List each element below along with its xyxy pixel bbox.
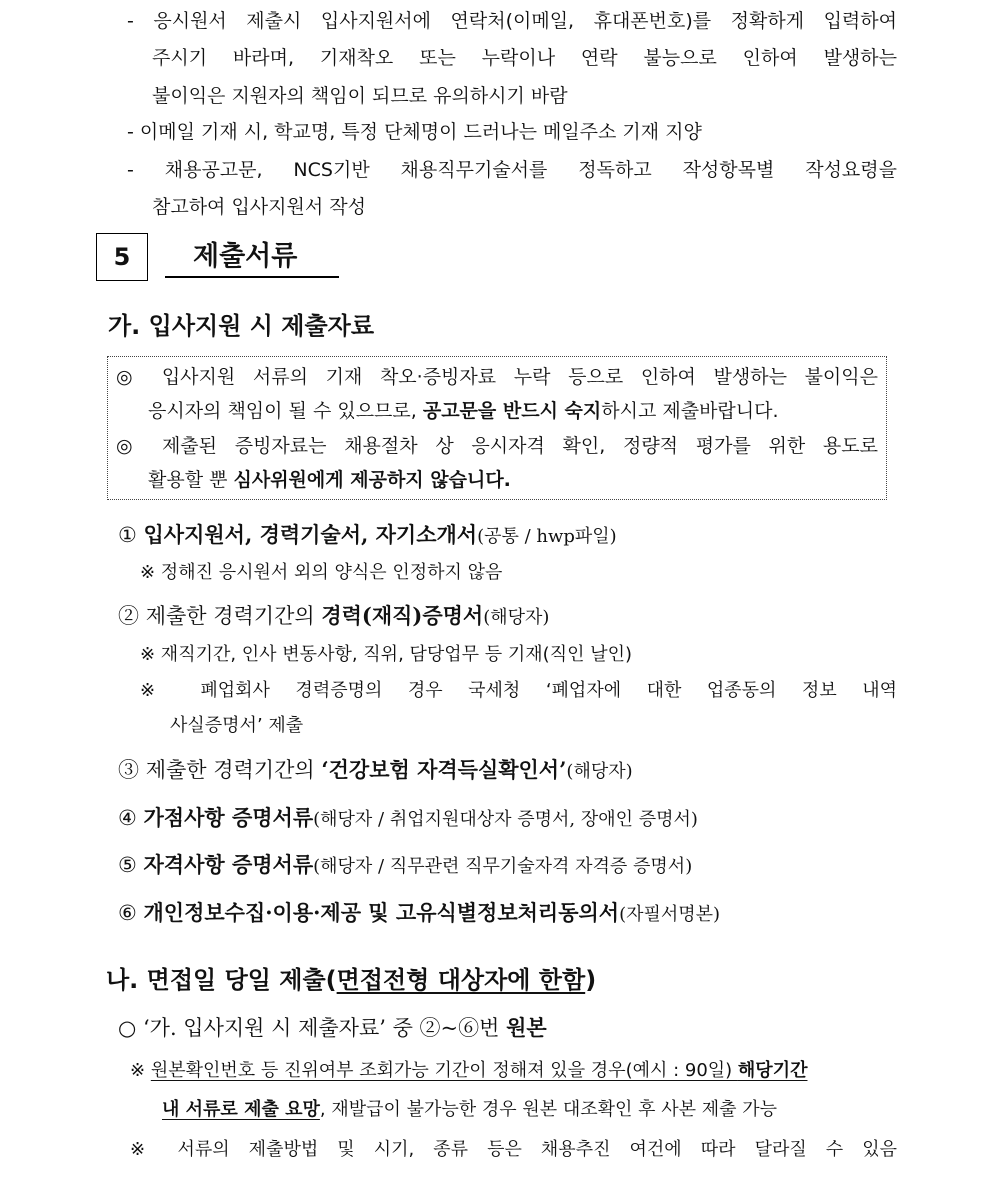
emphasis: 공고문을 반드시 숙지 xyxy=(422,400,602,422)
bullet-line xyxy=(118,1015,547,1041)
text: , 재발급이 불가능한 경우 원본 대조확인 후 사본 제출 가능 xyxy=(319,1099,778,1120)
notice-line xyxy=(148,467,511,493)
underlined-text: 원본확인번호 등 진위여부 조회가능 기간이 정해져 있을 경우(예시 : 90일) xyxy=(150,1060,738,1081)
note-line: ※ 서류의 제출방법 및 시기, 종류 등은 채용추진 여건에 따라 달라질 수 있음 xyxy=(130,1139,897,1160)
note-line xyxy=(130,1058,900,1084)
section-title: 제출서류 xyxy=(165,236,339,278)
subsection-a-heading: 가. 입사지원 시 제출자료 xyxy=(108,312,375,340)
item-number: ⑤ xyxy=(118,853,137,877)
paren: ) xyxy=(585,966,597,994)
item-number: ① xyxy=(118,523,137,547)
notice-line xyxy=(148,398,779,424)
text: 응시자의 책임이 될 수 있으므로, xyxy=(148,400,423,422)
note-line: - 채용공고문, NCS기반 채용직무기술서를 정독하고 작성항목별 작성요령을 xyxy=(127,159,897,181)
text: 제출한 경력기간의 xyxy=(145,604,322,628)
heading-text: 나. 면접일 당일 제출 xyxy=(106,966,326,994)
emphasis: 내 서류로 제출 요망 xyxy=(162,1099,320,1120)
item-title: 입사지원서, 경력기술서, 자기소개서 xyxy=(143,522,478,547)
item-note-line: ※ 정해진 응시원서 외의 양식은 인정하지 않음 xyxy=(140,562,503,583)
document-item xyxy=(118,522,617,550)
document-item xyxy=(118,900,720,928)
item-title: 자격사항 증명서류 xyxy=(143,852,314,877)
item-number: ④ xyxy=(118,806,137,830)
text: ○ ‘가. 입사지원 시 제출자료’ 중 ②~⑥번 xyxy=(118,1016,507,1040)
document-item xyxy=(118,757,633,785)
note-mark: ※ xyxy=(130,1060,146,1081)
emphasis: 원본 xyxy=(506,1015,547,1040)
item-note-line: ※ 폐업회사 경력증명의 경우 국세청 ‘폐업자에 대한 업종동의 정보 내역 xyxy=(140,680,897,701)
text: 하시고 제출바랍니다. xyxy=(601,400,779,422)
item-note-line: 사실증명서’ 제출 xyxy=(170,715,304,736)
section-number: 5 xyxy=(96,233,148,281)
note-line: 참고하여 입사지원서 작성 xyxy=(152,196,366,218)
document-item xyxy=(118,805,698,833)
note-line: - 이메일 기재 시, 학교명, 특정 단체명이 드러나는 메일주소 기재 지양 xyxy=(127,121,702,143)
subsection-b-heading xyxy=(106,960,596,995)
notice-line: ◎ 입사지원 서류의 기재 착오·증빙자료 누락 등으로 인하여 발생하는 불이익은 xyxy=(116,366,878,388)
item-note: (공통 / hwp파일) xyxy=(477,526,617,547)
item-title: 개인정보수집·이용·제공 및 고유식별정보처리동의서 xyxy=(143,900,620,925)
item-number: ③ xyxy=(118,758,139,782)
item-note: (해당자 / 취업지원대상자 증명서, 장애인 증명서) xyxy=(313,809,698,830)
emphasis: 심사위원에게 제공하지 않습니다. xyxy=(233,469,511,491)
item-note: (자필서명본) xyxy=(619,904,721,925)
notice-box xyxy=(107,356,887,500)
item-note-line: ※ 재직기간, 인사 변동사항, 직위, 담당업무 등 기재(직인 날인) xyxy=(140,644,632,665)
item-number: ⑥ xyxy=(118,901,137,925)
emphasis: 해당기간 xyxy=(737,1060,808,1081)
note-line: 불이익은 지원자의 책임이 되므로 유의하시기 바람 xyxy=(152,85,568,107)
note-line: 주시기 바라며, 기재착오 또는 누락이나 연락 불능으로 인하여 발생하는 xyxy=(152,47,897,69)
document-item xyxy=(118,852,692,880)
note-line: - 응시원서 제출시 입사지원서에 연락처(이메일, 휴대폰번호)를 정확하게 입력하여 xyxy=(127,10,897,32)
item-title: 경력(재직)증명서 xyxy=(321,603,484,628)
item-title: 가점사항 증명서류 xyxy=(143,805,314,830)
item-number: ② xyxy=(118,604,139,628)
notice-line: ◎ 제출된 증빙자료는 채용절차 상 응시자격 확인, 정량적 평가를 위한 용도로 xyxy=(116,435,878,457)
text: 제출한 경력기간의 xyxy=(145,758,322,782)
note-line xyxy=(162,1097,777,1123)
text: 활용할 뿐 xyxy=(148,469,234,491)
item-note: (해당자) xyxy=(483,607,550,628)
item-note: (해당자 / 직무관련 직무기술자격 자격증 증명서) xyxy=(313,856,693,877)
item-note: (해당자) xyxy=(566,761,633,782)
item-title: ‘건강보험 자격득실확인서’ xyxy=(321,757,567,782)
document-item xyxy=(118,603,549,631)
heading-qualifier: 면접전형 대상자에 한함 xyxy=(336,966,586,994)
paren: ( xyxy=(325,966,337,994)
